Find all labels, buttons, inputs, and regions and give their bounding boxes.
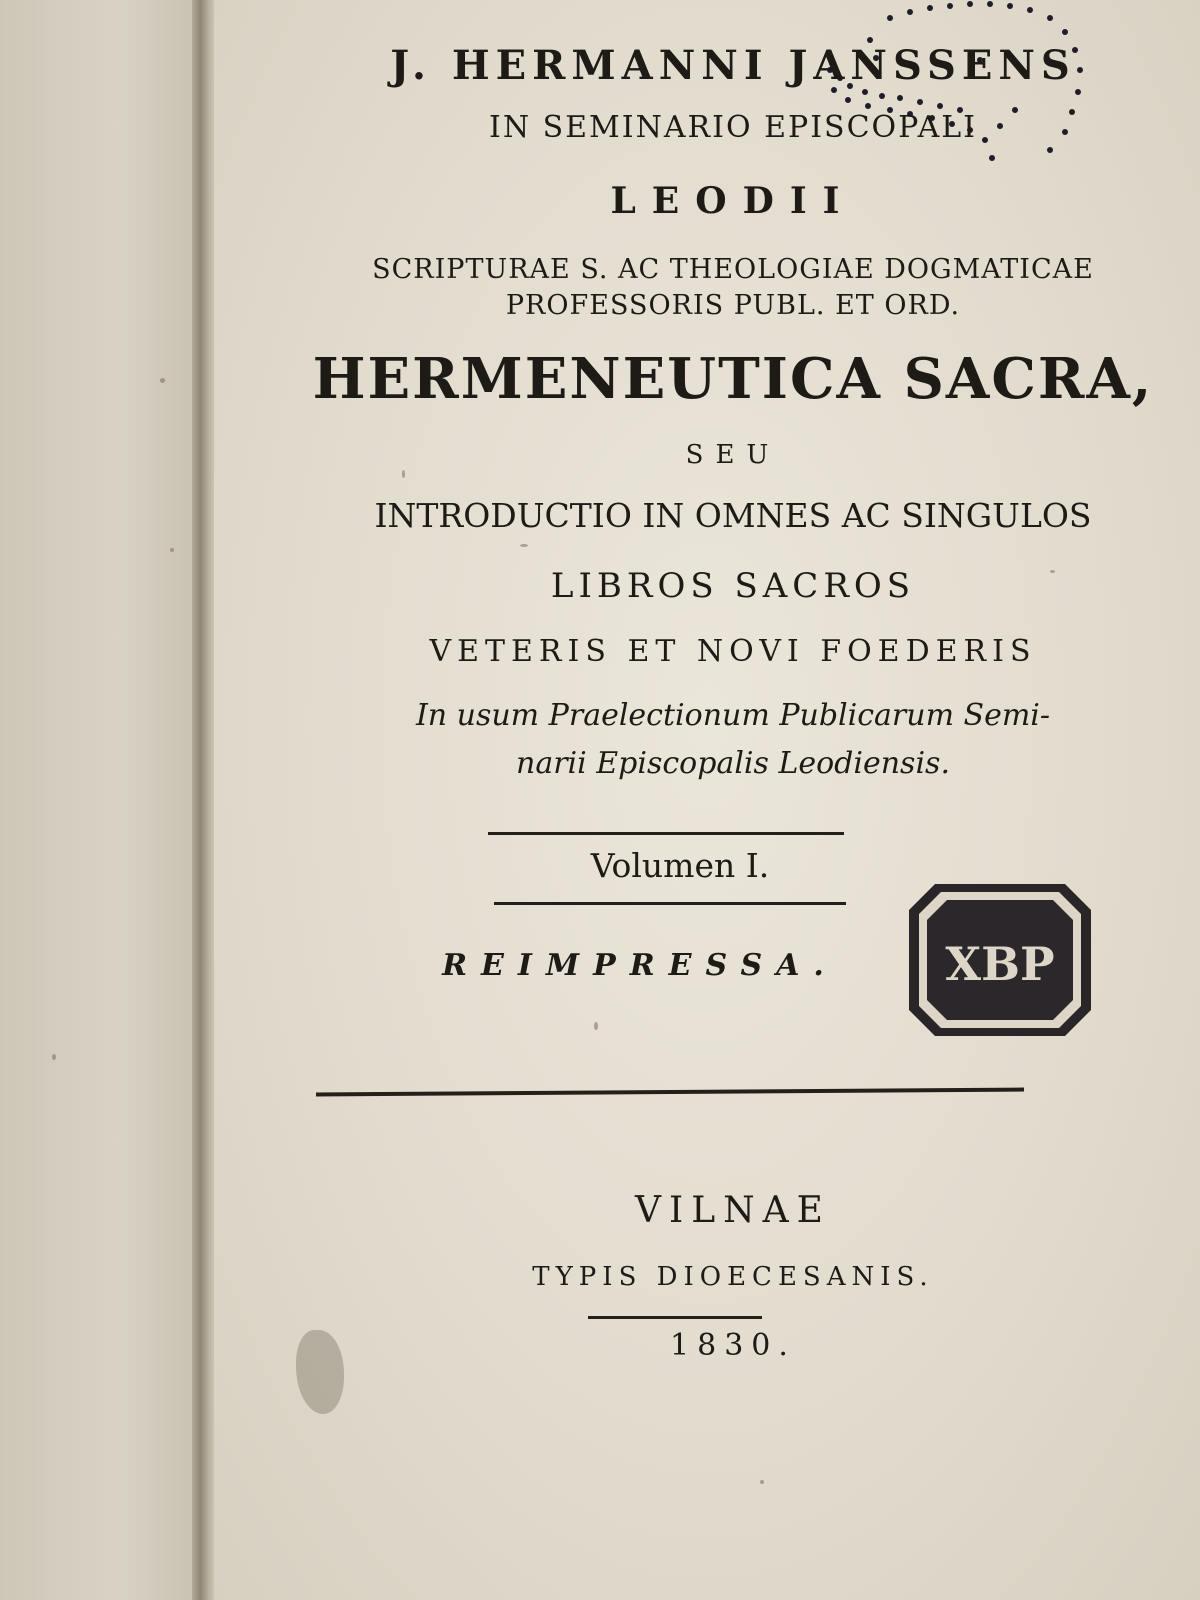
usage-line-2: narii Episcopalis Leodiensis. <box>516 746 950 781</box>
place-line: LEODII <box>610 180 856 222</box>
connector-word: SEU <box>685 440 781 470</box>
rule-above-year <box>588 1316 762 1319</box>
author-name: J. HERMANNI JANSSENS <box>390 42 1076 89</box>
imprint-printer: TYPIS DIOECESANIS. <box>532 1262 934 1292</box>
subtitle-line-3: VETERIS ET NOVI FOEDERIS <box>429 634 1037 669</box>
paper-speck <box>170 548 174 552</box>
paper-speck <box>520 544 528 547</box>
professorship-line-1: SCRIPTURAE S. AC THEOLOGIAE DOGMATICAE <box>372 254 1094 285</box>
paper-speck <box>594 1022 598 1030</box>
paper-speck <box>402 470 405 478</box>
paper-speck <box>760 1480 764 1484</box>
rule-below-volume <box>494 902 846 905</box>
edition-label: REIMPRESSA. <box>442 948 838 983</box>
subtitle-line-1: INTRODUCTIO IN OMNES AC SINGULOS <box>374 496 1092 535</box>
volume-label: Volumen I. <box>590 846 770 885</box>
imprint-city: VILNAE <box>635 1190 831 1231</box>
imprint-year: 1830. <box>670 1328 796 1363</box>
seminary-line: IN SEMINARIO EPISCOPALI <box>488 110 978 145</box>
main-title: HERMENEUTICA SACRA, <box>312 346 1154 412</box>
seal-monogram: XBP <box>945 937 1055 991</box>
professorship-line-2: PROFESSORIS PUBL. ET ORD. <box>505 290 961 321</box>
paper-speck <box>52 1054 56 1060</box>
flyleaf-page <box>0 0 196 1600</box>
paper-speck <box>160 378 165 383</box>
rule-above-volume <box>488 832 844 835</box>
book-gutter <box>192 0 216 1600</box>
usage-line-1: In usum Praelectionum Publicarum Semi- <box>415 698 1051 733</box>
subtitle-line-2: LIBROS SACROS <box>550 566 916 606</box>
